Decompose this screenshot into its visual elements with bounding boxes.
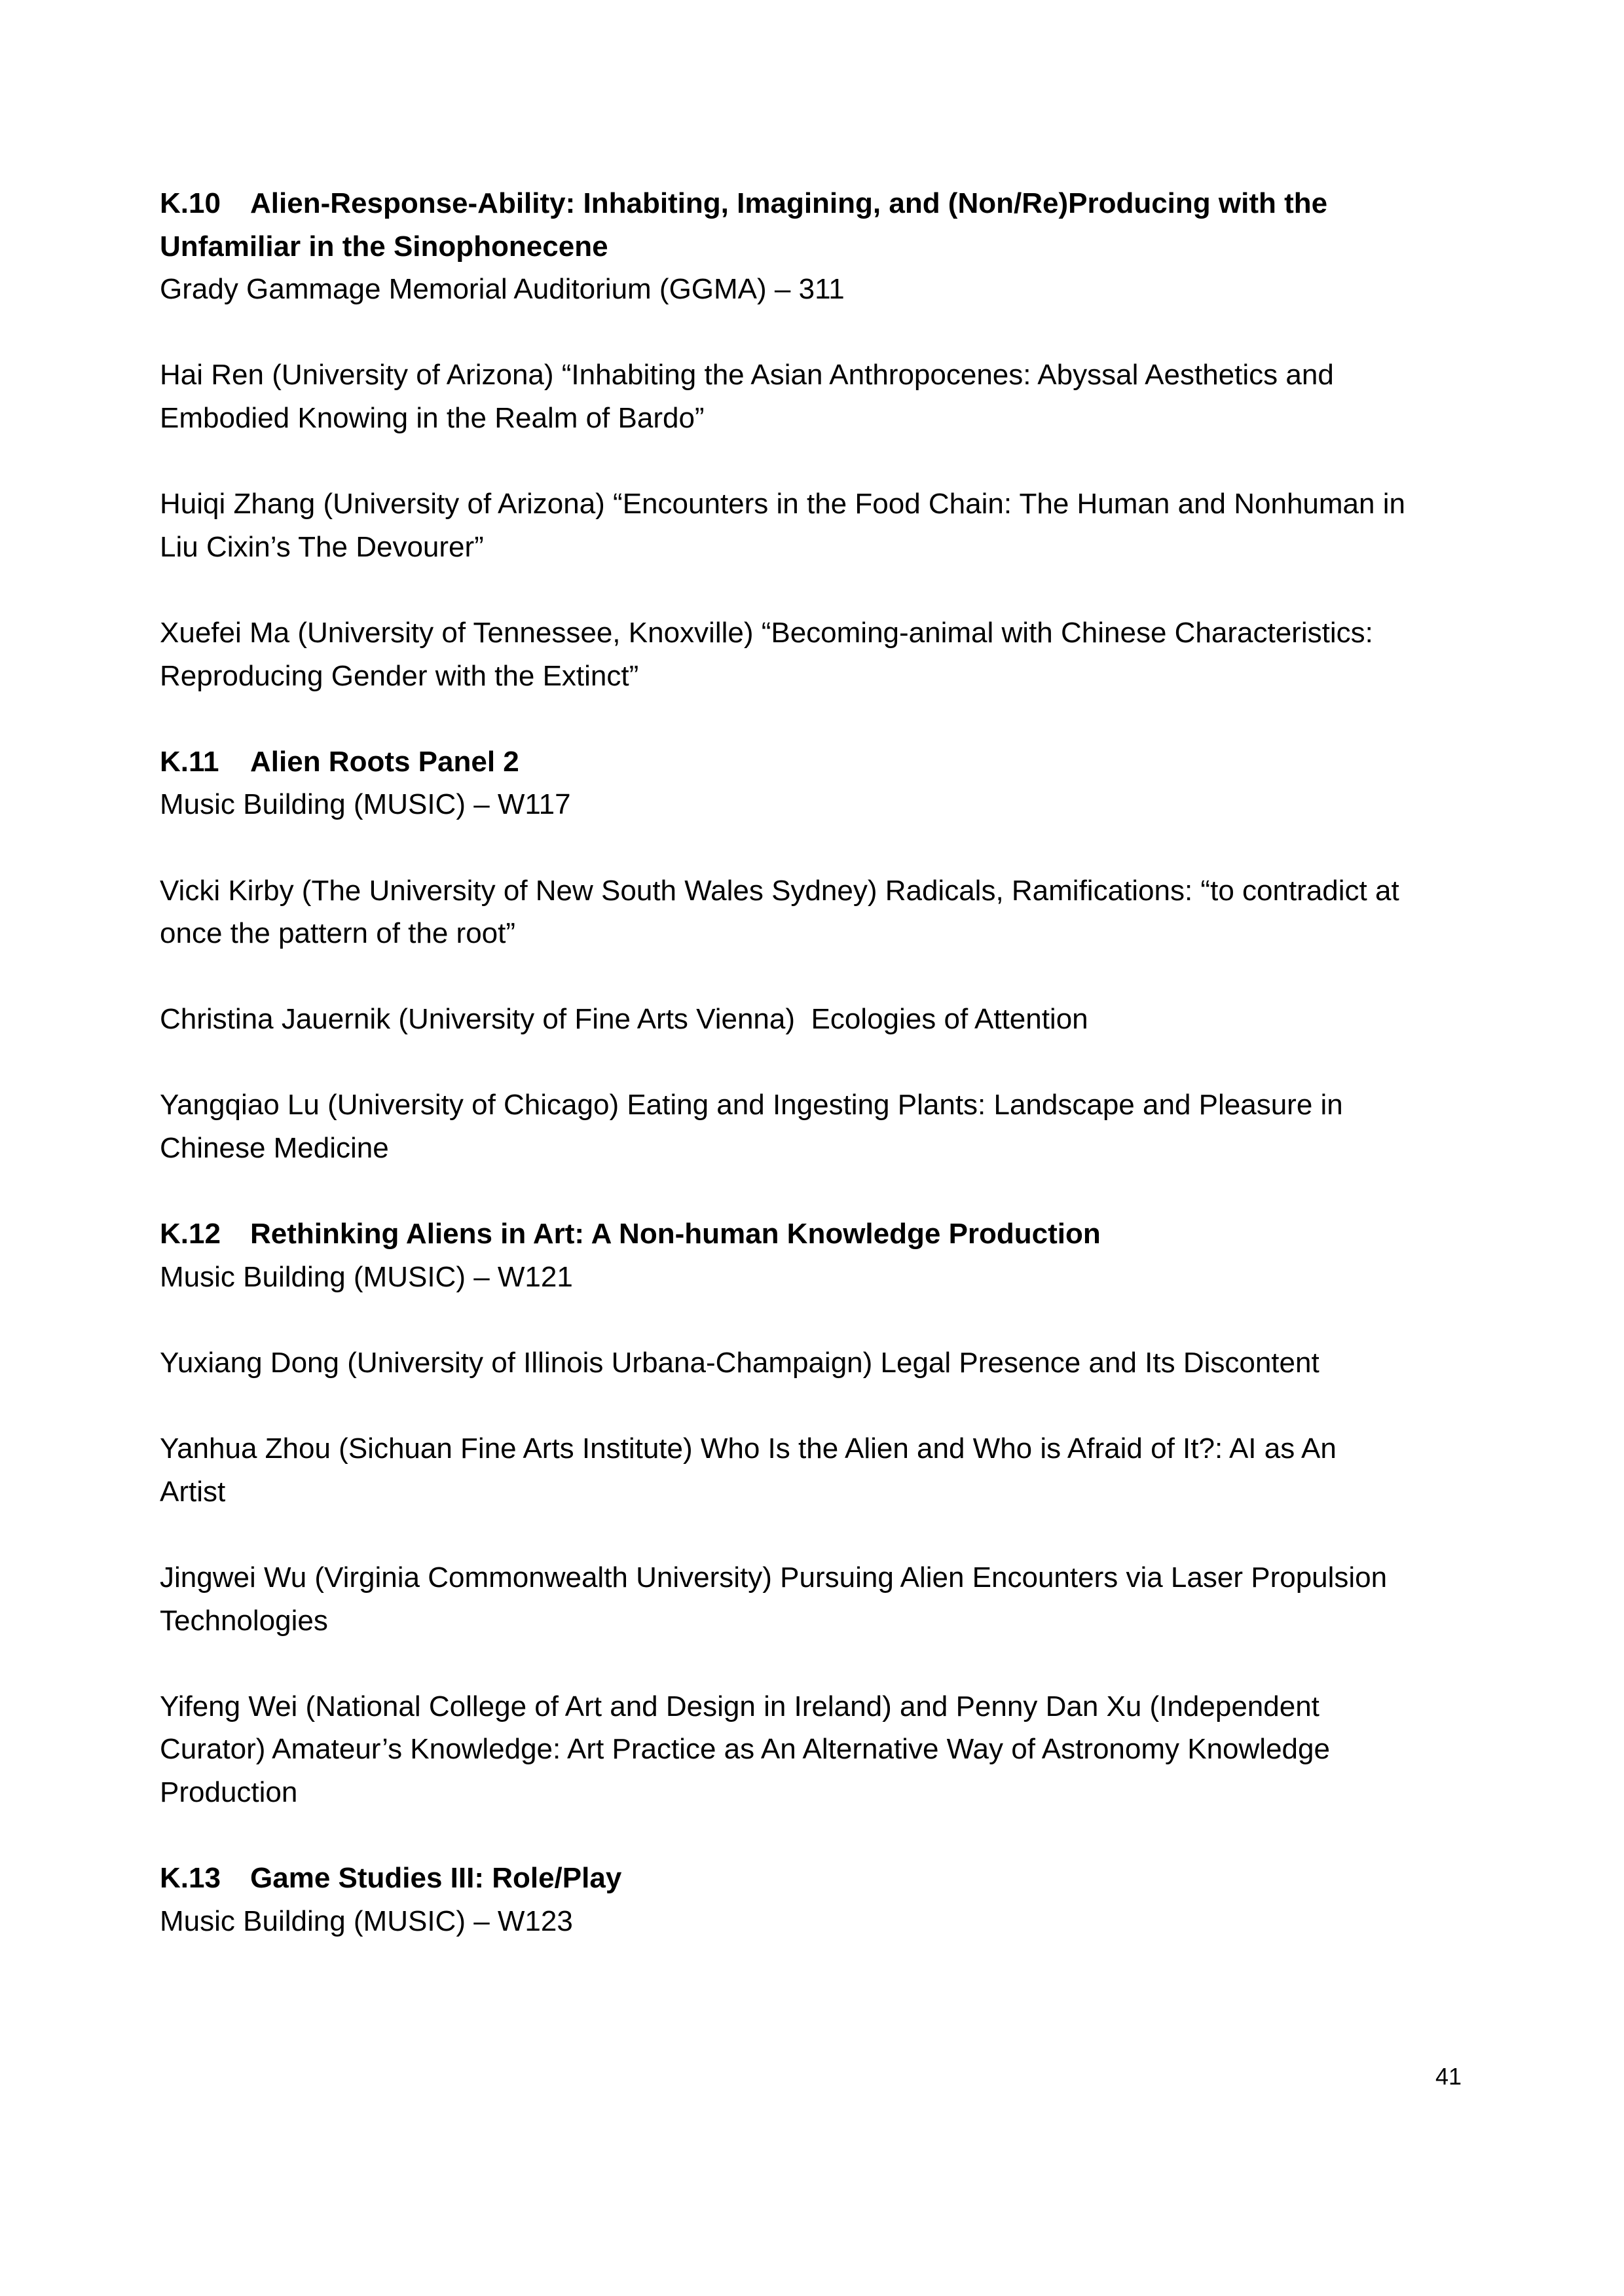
entry-line: Yifeng Wei (National College of Art and Design in Ireland) and Penny Dan Xu (Independent — [160, 1690, 1320, 1722]
presentation-entry — [160, 1685, 1477, 1814]
entry-line: Yangqiao Lu (University of Chicago) Eating and Ingesting Plants: Landscape and Pleasure in — [160, 1089, 1343, 1121]
session-title-line: Unfamiliar in the Sinophonecene — [160, 230, 608, 263]
entry-line: Reproducing Gender with the Extinct” — [160, 659, 639, 692]
session-number: K.11 — [160, 745, 219, 778]
entry-line: Technologies — [160, 1604, 328, 1637]
session-title-text: Alien-Response-Ability: Inhabiting, Imagining, and (Non/Re)Producing with the — [250, 187, 1328, 219]
presentation-entry — [160, 1341, 1477, 1385]
entry-line: once the pattern of the root” — [160, 917, 516, 950]
entry-line: Xuefei Ma (University of Tennessee, Knoxville) “Becoming-animal with Chinese Characteristics: — [160, 616, 1373, 649]
presentation-entry — [160, 1556, 1477, 1642]
session-k13 — [160, 1857, 1477, 1942]
session-title-text: Rethinking Aliens in Art: A Non-human Knowledge Production — [250, 1218, 1101, 1250]
presentation-entry — [160, 1427, 1477, 1513]
session-number: K.13 — [160, 1862, 221, 1895]
entry-line: Christina Jauernik (University of Fine Arts Vienna) Ecologies of Attention — [160, 1003, 1088, 1036]
session-title-text: Game Studies III: Role/Play — [250, 1862, 622, 1895]
page-number: 41 — [1435, 2063, 1462, 2090]
entry-line: Liu Cixin’s The Devourer” — [160, 530, 484, 563]
entry-line: Embodied Knowing in the Realm of Bardo” — [160, 401, 705, 434]
session-room: Music Building (MUSIC) – W123 — [160, 1904, 573, 1937]
entry-line: Yuxiang Dong (University of Illinois Urbana-Champaign) Legal Presence and Its Discontent — [160, 1347, 1320, 1379]
session-room: Music Building (MUSIC) – W117 — [160, 788, 571, 821]
session-k13-heading — [160, 1857, 1477, 1942]
entry-line: Chinese Medicine — [160, 1132, 389, 1165]
entry-line: Curator) Amateur’s Knowledge: Art Practice as An Alternative Way of Astronomy Knowledge — [160, 1733, 1330, 1766]
session-k11 — [160, 740, 1477, 1170]
session-k12-heading — [160, 1212, 1477, 1298]
entry-line: Vicki Kirby (The University of New South Wales Sydney) Radicals, Ramifications: “to contradict at — [160, 874, 1399, 907]
session-title-line — [160, 740, 1477, 784]
session-k11-heading — [160, 740, 1477, 826]
session-k10 — [160, 182, 1477, 697]
presentation-entry — [160, 354, 1477, 439]
entry-line: Artist — [160, 1475, 226, 1508]
session-title-line — [160, 1857, 1477, 1900]
entry-line: Hai Ren (University of Arizona) “Inhabiting the Asian Anthropocenes: Abyssal Aesthetics and — [160, 359, 1334, 392]
entry-line: Yanhua Zhou (Sichuan Fine Arts Institute) Who Is the Alien and Who is Afraid of It?: AI as An — [160, 1432, 1337, 1465]
presentation-entry — [160, 869, 1477, 955]
session-title-line — [160, 1212, 1477, 1256]
session-room: Grady Gammage Memorial Auditorium (GGMA) – 311 — [160, 273, 845, 306]
session-number: K.10 — [160, 187, 221, 219]
presentation-entry — [160, 483, 1477, 568]
session-number: K.12 — [160, 1218, 221, 1250]
session-k12 — [160, 1212, 1477, 1813]
entry-line: Jingwei Wu (Virginia Commonwealth University) Pursuing Alien Encounters via Laser Propulsion — [160, 1561, 1388, 1594]
session-title-line — [160, 182, 1477, 225]
presentation-entry — [160, 611, 1477, 697]
entry-line: Production — [160, 1776, 298, 1808]
session-room: Music Building (MUSIC) – W121 — [160, 1260, 573, 1293]
session-title-text: Alien Roots Panel 2 — [250, 745, 519, 778]
presentation-entry — [160, 1084, 1477, 1169]
session-k10-heading — [160, 182, 1477, 311]
presentation-entry — [160, 998, 1477, 1041]
entry-line: Huiqi Zhang (University of Arizona) “Encounters in the Food Chain: The Human and Nonhuman in — [160, 488, 1405, 520]
program-content — [160, 182, 1477, 1986]
